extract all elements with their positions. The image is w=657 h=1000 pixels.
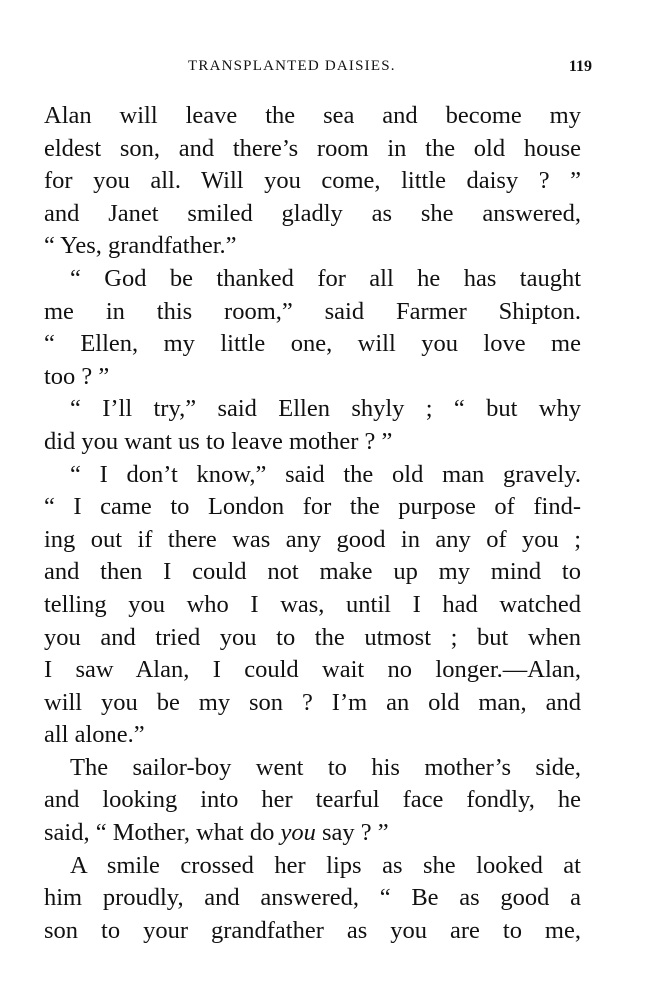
text-line: eldest son, and there’s room in the old house [44,134,581,162]
text-line: “ Ellen, my little one, will you love me [44,330,581,358]
text-line: him proudly, and answered, “ Be as good a [44,884,581,912]
text-line: for you all. Will you come, little daisy ? ” [44,167,581,195]
text-line: you and tried you to the utmost ; but when [44,623,581,651]
text-line: “ I’ll try,” said Ellen shyly ; “ but why [70,395,581,423]
text-line: did you want us to leave mother ? ” [44,427,393,455]
text-line: too ? ” [44,362,110,390]
text-line: son to your grandfather as you are to me, [44,916,581,944]
text-line: telling you who I was, until I had watched [44,590,581,618]
text-segment: say ? ” [315,819,389,847]
text-line: “ I don’t know,” said the old man gravely. [70,460,581,488]
page-header [44,58,592,82]
text-line: I saw Alan, I could wait no longer.—Alan, [44,656,581,684]
text-line: and looking into her tearful face fondly, he [44,786,581,814]
running-title: TRANSPLANTED DAISIES. [188,58,396,74]
page-number: 119 [568,58,592,75]
text-line: and Janet smiled gladly as she answered, [44,199,581,227]
text-line: The sailor-boy went to his mother’s side, [70,753,581,781]
text-line: A smile crossed her lips as she looked at [70,851,581,879]
text-line: “ I came to London for the purpose of find- [44,493,581,521]
text-line [44,817,581,850]
text-line: ing out if there was any good in any of you ; [44,525,581,553]
text-line: “ God be thanked for all he has taught [70,264,581,292]
text-line: me in this room,” said Farmer Shipton. [44,297,581,325]
text-line: and then I could not make up my mind to [44,558,581,586]
body-text [44,100,581,947]
text-line: Alan will leave the sea and become my [44,102,581,129]
text-line: “ Yes, grandfather.” [44,232,237,260]
text-line: will you be my son ? I’m an old man, and [44,688,581,716]
italic-word: you [280,819,316,847]
text-line: all alone.” [44,721,145,749]
text-segment: said, “ Mother, what do [44,819,281,847]
